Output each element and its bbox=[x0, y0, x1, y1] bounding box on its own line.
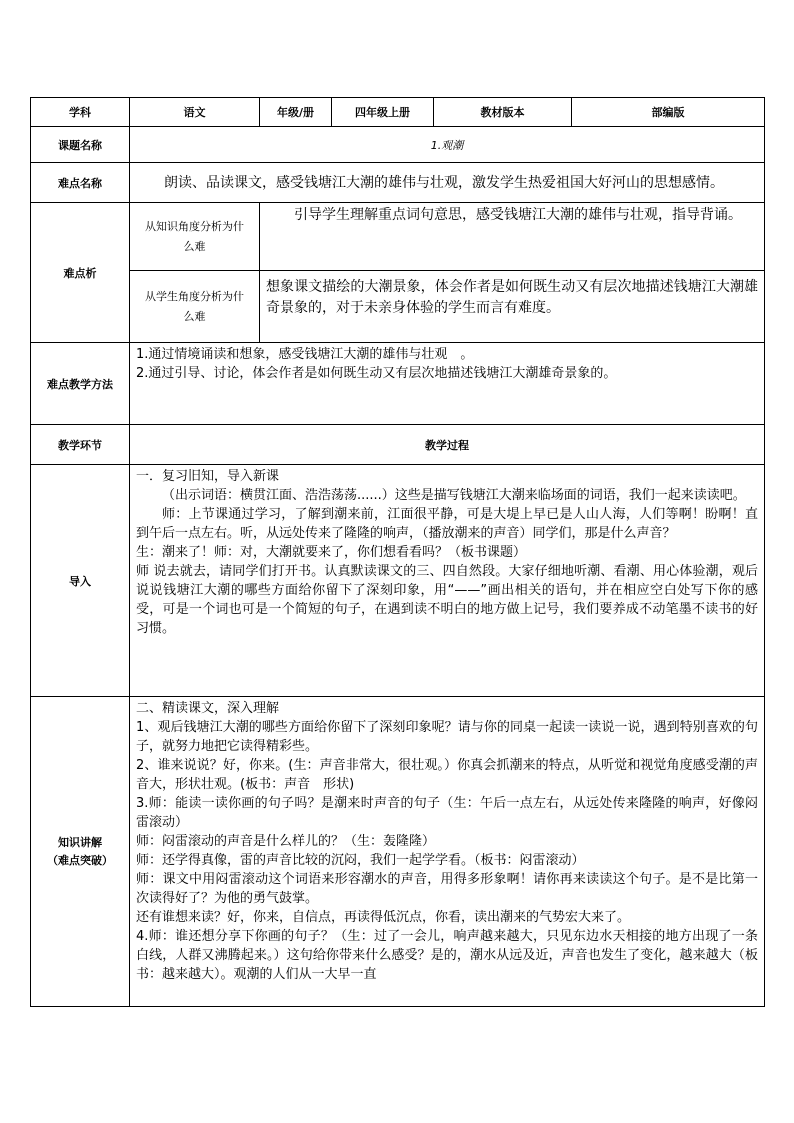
intro-p2: （出示词语：横贯江面、浩浩荡荡......）这些是描写钱塘江大潮来临场面的词语，我们一起来读读吧。 bbox=[162, 488, 746, 503]
intro-p1: 一．复习旧知，导入新课 bbox=[136, 469, 280, 484]
lesson-title: 1.观潮 bbox=[130, 127, 765, 163]
knowledge-p8: 还有谁想来读？好，你来，自信点，再读得低沉点，你看，读出潮来的气势宏大来了。 bbox=[136, 910, 631, 925]
knowledge-p6: 师：还学得真像，雷的声音比较的沉闷，我们一起学学看。（板书：闷雷滚动） bbox=[136, 853, 585, 868]
subject-label: 学科 bbox=[31, 98, 130, 127]
knowledge-label-line-2: （难点突破） bbox=[47, 853, 113, 867]
student-angle-label: 从学生角度分析为什么难 bbox=[130, 271, 260, 343]
method-row bbox=[31, 343, 765, 425]
lesson-plan-table bbox=[30, 97, 765, 1007]
knowledge-p3: 2、谁来说说？好，你来。(生：声音非常大，很壮观。）你真会抓潮来的特点，从听觉和视觉角度感受潮的声音大，形状壮观。(板书：声音 形状) bbox=[136, 758, 758, 792]
intro-content bbox=[130, 465, 765, 697]
header-row bbox=[31, 98, 765, 127]
edition-value: 部编版 bbox=[572, 98, 765, 127]
knowledge-label bbox=[31, 697, 130, 1007]
stage-header: 教学环节 bbox=[31, 425, 130, 465]
analysis-student-row bbox=[31, 271, 765, 343]
lesson-plan-table-wrapper bbox=[30, 97, 764, 1007]
intro-row bbox=[31, 465, 765, 697]
lesson-label: 课题名称 bbox=[31, 127, 130, 163]
method-line-1: 1.通过情境诵读和想象，感受钱塘江大潮的雄伟与壮观 。 bbox=[136, 347, 474, 362]
student-angle-value: 想象课文描绘的大潮景象，体会作者是如何既生动又有层次地描述钱塘江大潮雄奇景象的，对于未亲身体验的学生而言有难度。 bbox=[260, 271, 765, 343]
knowledge-p5: 师：闷雷滚动的声音是什么样儿的？（生：轰隆隆） bbox=[136, 834, 436, 849]
intro-label: 导入 bbox=[31, 465, 130, 697]
knowledge-angle-value: 引导学生理解重点词句意思，感受钱塘江大潮的雄伟与壮观，指导背诵。 bbox=[260, 203, 765, 271]
knowledge-p1: 二、精读课文，深入理解 bbox=[136, 701, 280, 716]
knowledge-p7: 师：课文中用闷雷滚动这个词语来形容潮水的声音，用得多形象啊！请你再来读读这个句子。是不是比第一次读得好了？为他的勇气鼓掌。 bbox=[136, 872, 758, 906]
difficulty-row bbox=[31, 163, 765, 203]
knowledge-p2: 1、观后钱塘江大潮的哪些方面给你留下了深刻印象呢？请与你的同桌一起读一读说一说，遇到特别喜欢的句子，就努力地把它读得精彩些。 bbox=[136, 720, 758, 754]
difficulty-value: 朗读、品读课文，感受钱塘江大潮的雄伟与壮观，激发学生热爱祖国大好河山的思想感情。 bbox=[130, 163, 765, 203]
method-label: 难点教学方法 bbox=[31, 343, 130, 425]
analysis-knowledge-row bbox=[31, 203, 765, 271]
lesson-row bbox=[31, 127, 765, 163]
method-content bbox=[130, 343, 765, 425]
process-header: 教学过程 bbox=[130, 425, 765, 465]
knowledge-p4: 3.师：能读一读你画的句子吗？是潮来时声音的句子（生：午后一点左右，从远处传来隆隆的响声，好像闷雷滚动） bbox=[136, 796, 758, 830]
subject-value: 语文 bbox=[130, 98, 260, 127]
difficulty-label: 难点名称 bbox=[31, 163, 130, 203]
grade-label: 年级/册 bbox=[260, 98, 332, 127]
analysis-label: 难点析 bbox=[31, 203, 130, 343]
intro-p3: 师：上节课通过学习，了解到潮来前，江面很平静，可是大堤上早已是人山人海，人们等啊！盼啊！直到午后一点左右。听，从远处传来了隆隆的响声，（播放潮来的声音）同学们，那是什么声音？ bbox=[136, 507, 758, 541]
knowledge-angle-label: 从知识角度分析为什么难 bbox=[130, 203, 260, 271]
edition-label: 教材版本 bbox=[434, 98, 572, 127]
knowledge-p9: 4.师：谁还想分享下你画的句子？（生：过了一会儿，响声越来越大，只见东边水天相接的地方出现了一条白线，人群又沸腾起来。）这句给你带来什么感受？是的，潮水从远及近，声音也发生了变化，越来越大（板书：越来越大）。观潮的人们从一大早一直 bbox=[136, 929, 758, 982]
intro-p5: 师 说去就去，请同学们打开书。认真默读课文的三、四自然段。大家仔细地听潮、看潮、用心体验潮，观后说说钱塘江大潮的哪些方面给你留下了深刻印象，用“——”画出相关的语句，并在相应空白处写下你的感受，可是一个词也可是一个简短的句子，在遇到读不明白的地方做上记号，我们要养成不动笔墨不读书的好习惯。 bbox=[136, 564, 758, 636]
method-line-2: 2.通过引导、讨论，体会作者是如何既生动又有层次地描述钱塘江大潮雄奇景象的。 bbox=[136, 366, 617, 381]
grade-value: 四年级上册 bbox=[332, 98, 434, 127]
process-header-row bbox=[31, 425, 765, 465]
knowledge-row bbox=[31, 697, 765, 1007]
intro-p4: 生：潮来了！师：对，大潮就要来了，你们想看看吗？（板书课题） bbox=[136, 545, 527, 560]
knowledge-content bbox=[130, 697, 765, 1007]
knowledge-label-line-1: 知识讲解 bbox=[58, 835, 102, 849]
